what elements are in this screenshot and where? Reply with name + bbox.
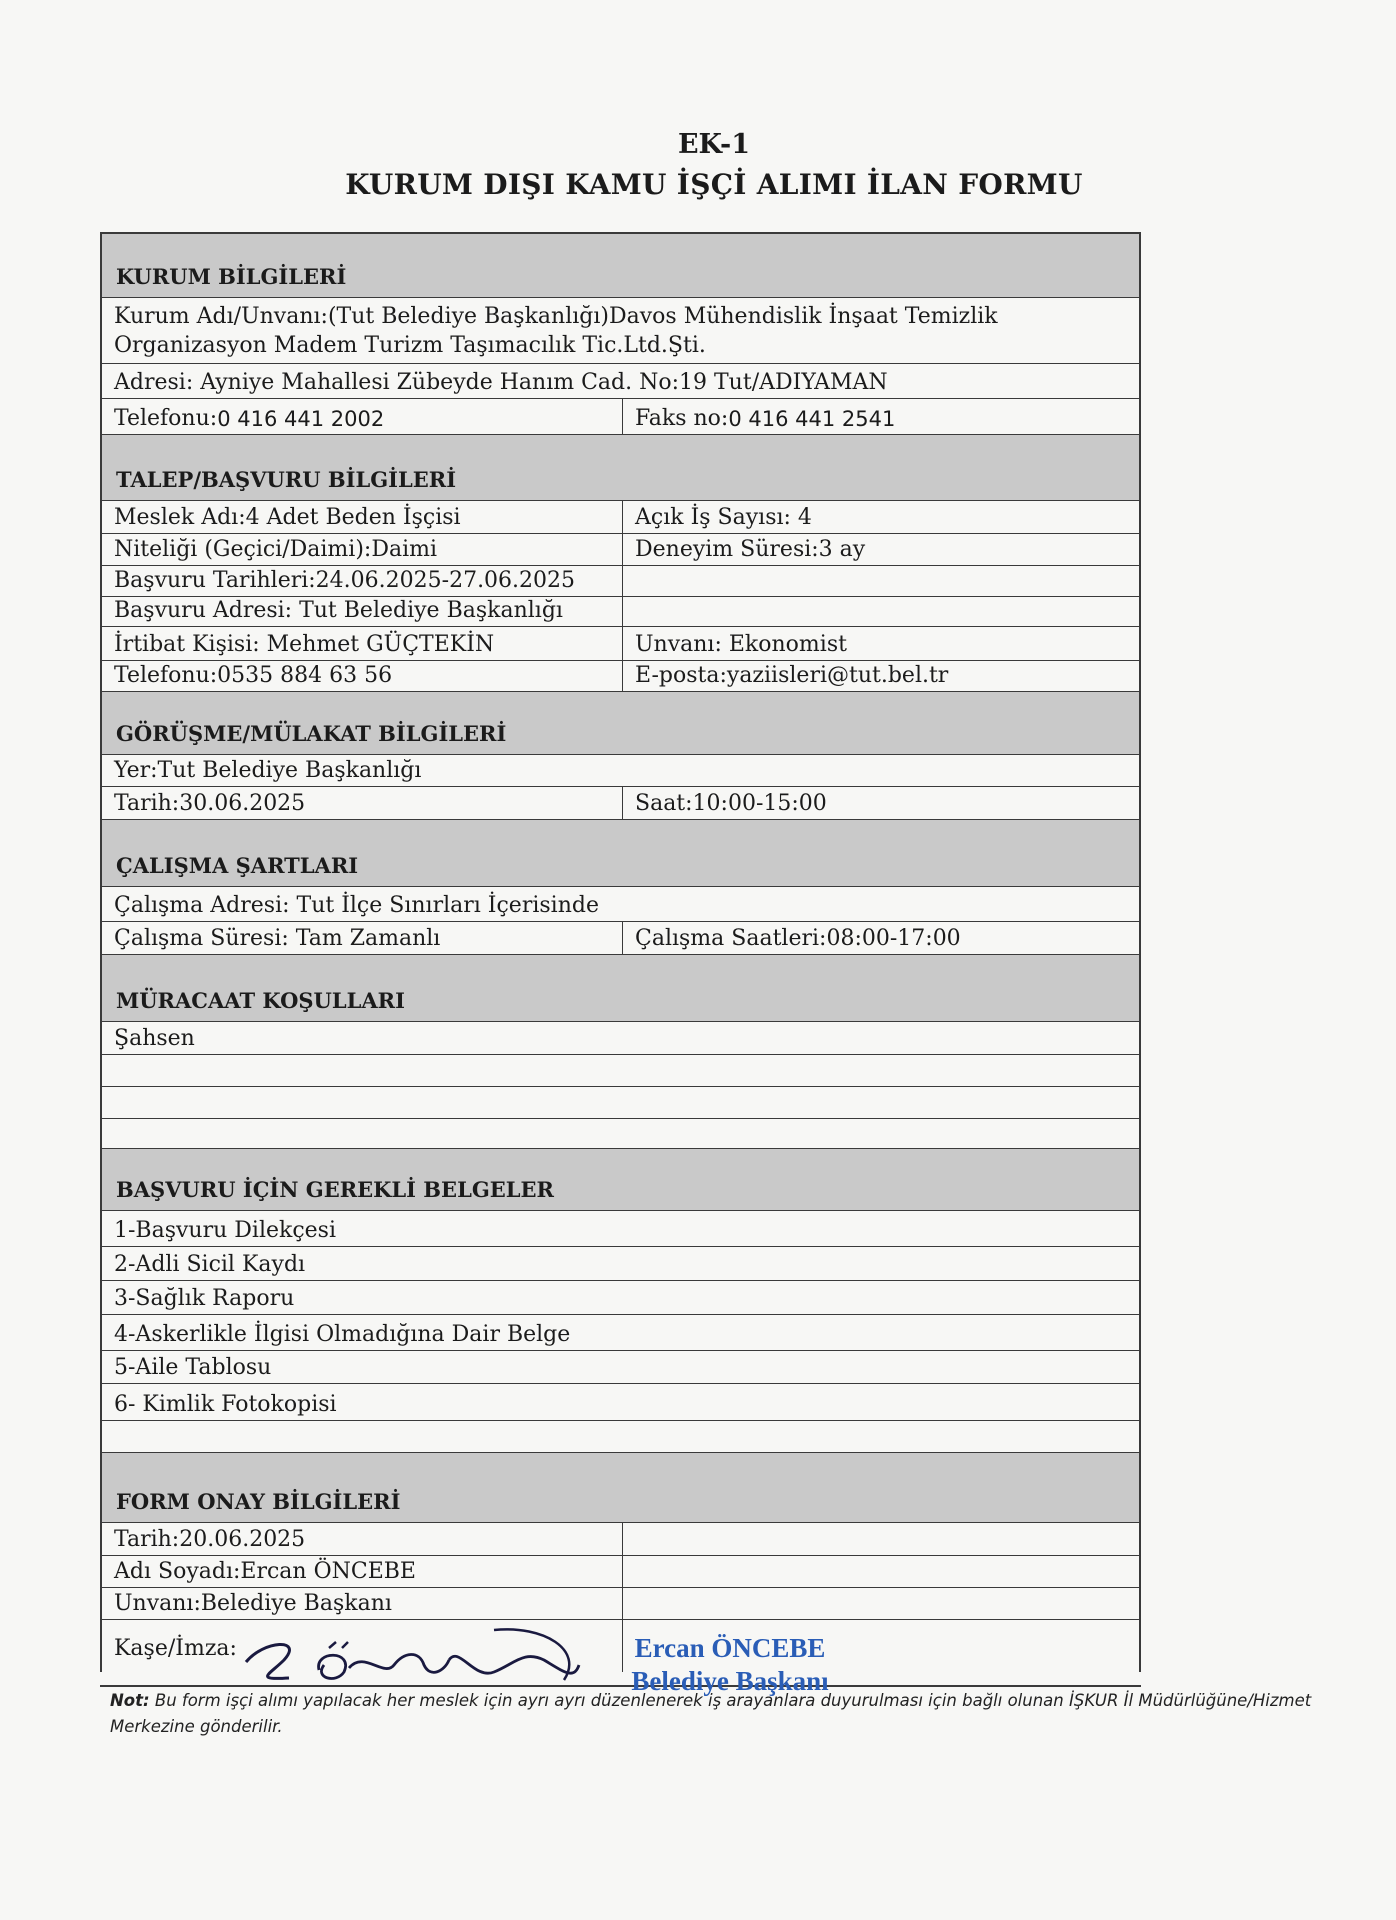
form-header xyxy=(0,125,1396,205)
belge-item-text: 3-Sağlık Raporu xyxy=(114,1286,295,1311)
footer-note xyxy=(110,1688,1330,1740)
contact-phone: Telefonu:0535 884 63 56 xyxy=(102,661,623,691)
open-positions: Açık İş Sayısı: 4 xyxy=(635,505,812,530)
section-kurum-heading: KURUM BİLGİLERİ xyxy=(102,234,1139,298)
contact-email: E-posta:yaziisleri@tut.bel.tr xyxy=(635,663,949,688)
interview-date: Tarih:30.06.2025 xyxy=(102,787,623,819)
belge-item-text: 5-Aile Tablosu xyxy=(114,1355,272,1380)
kurum-address-row xyxy=(102,364,1139,399)
stamp-name: Ercan ÖNCEBE xyxy=(634,1633,826,1663)
belge-item xyxy=(102,1351,1139,1384)
signature-label: Kaşe/İmza: xyxy=(102,1620,623,1672)
annex-label: EK-1 xyxy=(677,129,751,160)
application-address: Başvuru Adresi: Tut Belediye Başkanlığı xyxy=(102,597,623,626)
muracaat-item xyxy=(102,1087,1139,1119)
talep-row-2 xyxy=(102,534,1139,566)
muracaat-item-text xyxy=(102,1055,1139,1086)
work-address: Çalışma Adresi: Tut İlçe Sınırları İçerisinde xyxy=(114,893,599,918)
kurum-fax xyxy=(623,399,1139,434)
belge-item xyxy=(102,1281,1139,1315)
kurum-name: Kurum Adı/Unvanı:(Tut Belediye Başkanlığı)Davos Mühendislik İnşaat Temizlik Organizasyon Madem Turizm Taşımacılık Tic.Ltd.Şti. xyxy=(114,304,998,358)
belge-item xyxy=(102,1247,1139,1281)
occupation: Meslek Adı:4 Adet Beden İşçisi xyxy=(102,501,623,533)
muracaat-item-text xyxy=(102,1087,1139,1118)
note-text: Bu form işçi alımı yapılacak her meslek için ayrı ayrı düzenlenerek iş arayanlara duyurulması için bağlı olunan İŞKUR İl Müdürlüğüne/Hizmet Merkezine gönderilir. xyxy=(110,1691,1312,1736)
kurum-phone xyxy=(102,399,623,434)
approval-date: Tarih:20.06.2025 xyxy=(102,1523,623,1555)
talep-row-5 xyxy=(102,627,1139,661)
kurum-contact-row xyxy=(102,399,1139,435)
kurum-fax-value: 0 416 441 2541 xyxy=(728,407,896,431)
job-posting-form xyxy=(100,232,1141,1672)
talep-row-4 xyxy=(102,597,1139,627)
approver-name: Adı Soyadı:Ercan ÖNCEBE xyxy=(102,1556,623,1587)
kurum-fax-label: Faks no: xyxy=(635,406,729,431)
section-onay-heading: FORM ONAY BİLGİLERİ xyxy=(102,1453,1139,1523)
contact-person: İrtibat Kişisi: Mehmet GÜÇTEKİN xyxy=(102,627,623,660)
approver-title: Unvanı:Belediye Başkanı xyxy=(102,1588,623,1619)
belge-item-text: 6- Kimlik Fotokopisi xyxy=(114,1392,337,1417)
kurum-name-row xyxy=(102,298,1139,364)
note-label: Not: xyxy=(110,1691,150,1710)
belge-item-text: 1-Başvuru Dilekçesi xyxy=(114,1218,337,1243)
onay-row-2 xyxy=(102,1556,1139,1588)
gorusme-row-2 xyxy=(102,787,1139,820)
interview-time: Saat:10:00-15:00 xyxy=(635,791,827,816)
belge-item-text xyxy=(102,1421,1139,1452)
muracaat-item-text xyxy=(102,1119,1139,1148)
belge-item xyxy=(102,1315,1139,1351)
section-gorusme-heading: GÖRÜŞME/MÜLAKAT BİLGİLERİ xyxy=(102,692,1139,755)
section-muracaat-heading: MÜRACAAT KOŞULLARI xyxy=(102,955,1139,1022)
muracaat-item xyxy=(102,1055,1139,1087)
form-title: KURUM DIŞI KAMU İŞÇİ ALIMI İLAN FORMU xyxy=(345,168,1083,201)
work-duration: Çalışma Süresi: Tam Zamanlı xyxy=(102,922,623,954)
belge-item xyxy=(102,1384,1139,1421)
experience: Deneyim Süresi:3 ay xyxy=(635,537,866,562)
belge-item xyxy=(102,1421,1139,1453)
kurum-phone-label: Telefonu: xyxy=(114,406,218,431)
muracaat-item xyxy=(102,1119,1139,1149)
talep-row-6 xyxy=(102,661,1139,692)
section-talep-heading: TALEP/BAŞVURU BİLGİLERİ xyxy=(102,435,1139,501)
section-belgeler-heading: BAŞVURU İÇİN GEREKLİ BELGELER xyxy=(102,1149,1139,1211)
belge-item xyxy=(102,1211,1139,1247)
section-calisma-heading: ÇALIŞMA ŞARTLARI xyxy=(102,820,1139,887)
work-hours: Çalışma Saatleri:08:00-17:00 xyxy=(635,926,961,951)
job-nature: Niteliği (Geçici/Daimi):Daimi xyxy=(102,534,623,565)
belge-item-text: 2-Adli Sicil Kaydı xyxy=(114,1252,306,1277)
calisma-row-2 xyxy=(102,922,1139,955)
calisma-row-1 xyxy=(102,887,1139,922)
muracaat-item-text: Şahsen xyxy=(114,1026,195,1051)
stamp-title: Belediye Başkanı xyxy=(631,1666,829,1696)
kurum-address: Adresi: Ayniye Mahallesi Zübeyde Hanım Cad. No:19 Tut/ADIYAMAN xyxy=(114,370,888,395)
contact-title: Unvanı: Ekonomist xyxy=(635,632,847,657)
talep-row-1 xyxy=(102,501,1139,534)
belge-item-text: 4-Askerlikle İlgisi Olmadığına Dair Belge xyxy=(114,1322,571,1347)
onay-row-3 xyxy=(102,1588,1139,1620)
application-dates: Başvuru Tarihleri:24.06.2025-27.06.2025 xyxy=(102,566,623,596)
onay-row-1 xyxy=(102,1523,1139,1556)
muracaat-item xyxy=(102,1022,1139,1055)
gorusme-row-1 xyxy=(102,755,1139,787)
interview-place: Yer:Tut Belediye Başkanlığı xyxy=(114,758,422,783)
kurum-phone-value: 0 416 441 2002 xyxy=(217,407,385,431)
talep-row-3 xyxy=(102,566,1139,597)
